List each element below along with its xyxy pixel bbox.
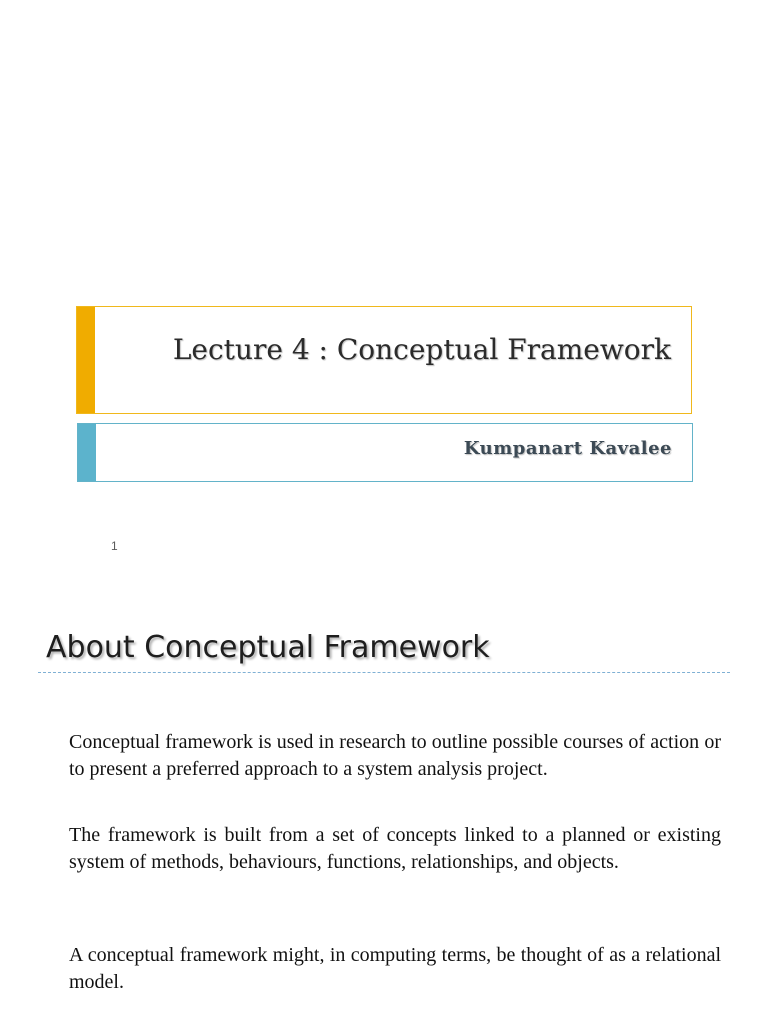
author-box bbox=[77, 423, 693, 482]
page-number: 1 bbox=[111, 539, 118, 553]
slide-heading: About Conceptual Framework bbox=[46, 630, 490, 665]
author-accent-bar bbox=[78, 424, 96, 481]
title-accent-bar bbox=[77, 307, 95, 413]
heading-divider bbox=[38, 672, 730, 673]
paragraph-composition: The framework is built from a set of concepts linked to a planned or existing system of methods, behaviours, functions, relationships, and objects. bbox=[69, 824, 721, 873]
paragraph-relational-model: A conceptual framework might, in computing terms, be thought of as a relational model. bbox=[69, 944, 721, 993]
title-box bbox=[76, 306, 692, 414]
author-name: Kumpanart Kavalee bbox=[463, 438, 672, 459]
paragraph-definition: Conceptual framework is used in research to outline possible courses of action or to present a preferred approach to a system analysis project. bbox=[69, 731, 721, 780]
slide-title: Lecture 4 : Conceptual Framework bbox=[172, 333, 671, 366]
